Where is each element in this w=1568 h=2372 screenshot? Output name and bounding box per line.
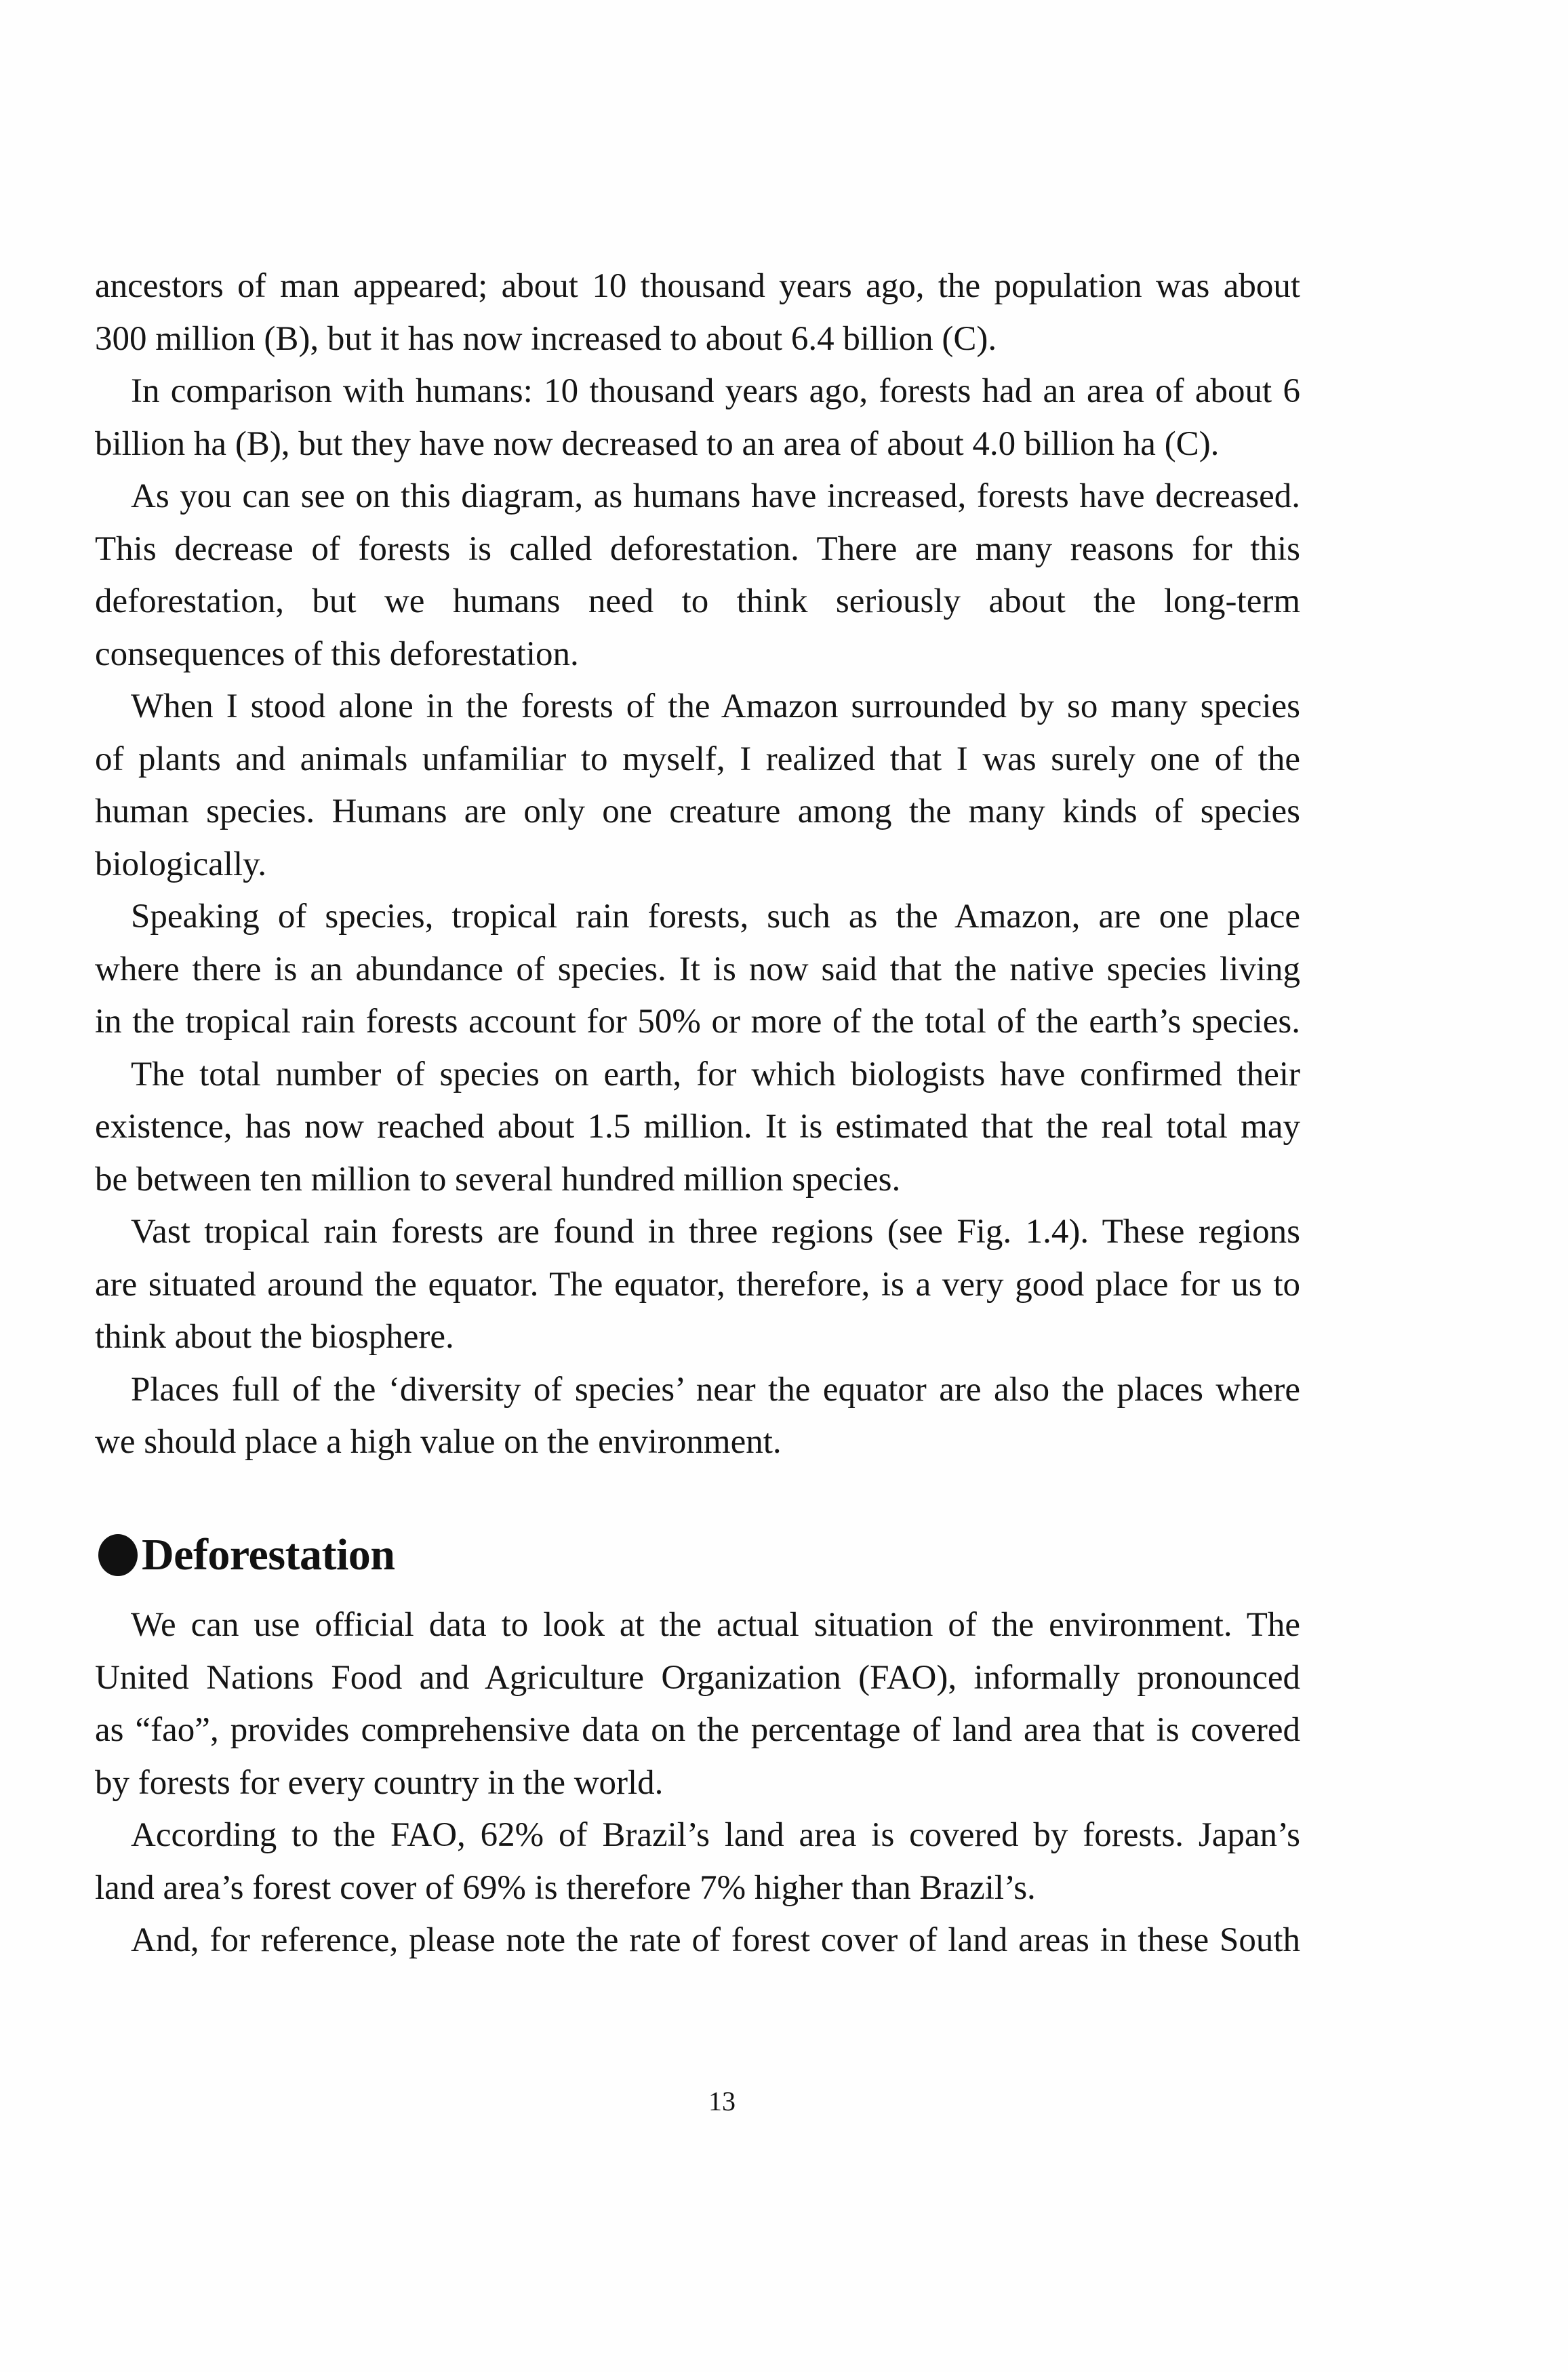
paragraph [95, 1914, 1300, 1967]
text-line: deforestation, but we humans need to think seriously about the long-term [95, 582, 1300, 620]
filled-circle-bullet-icon [98, 1534, 138, 1576]
text-line: Speaking of species, tropical rain forests, such as the Amazon, are one place [131, 898, 1300, 936]
paragraph [95, 1049, 1300, 1207]
text-line: where there is an abundance of species. It is now said that the native species living [95, 950, 1300, 988]
text-line: In comparison with humans: 10 thousand years ago, forests had an area of about 6 [131, 372, 1300, 410]
text-line: we should place a high value on the environment. [95, 1423, 782, 1461]
paragraph [95, 891, 1300, 1049]
text-line: be between ten million to several hundred million species. [95, 1160, 901, 1199]
paragraph [95, 470, 1300, 681]
text-line: biologically. [95, 845, 267, 883]
text-line: in the tropical rain forests account for 50% or more of the total of the earth’s species. [95, 1003, 1300, 1041]
body-text-deforestation [95, 1599, 1300, 1967]
text-line: billion ha (B), but they have now decreased to an area of about 4.0 billion ha (C). [95, 424, 1220, 463]
text-line: existence, has now reached about 1.5 million. It is estimated that the real total may [95, 1108, 1300, 1146]
paragraph [95, 365, 1300, 470]
text-line: When I stood alone in the forests of the Amazon surrounded by so many species [131, 687, 1300, 725]
text-line: This decrease of forests is called deforestation. There are many reasons for this [95, 529, 1300, 568]
text-line: land area’s forest cover of 69% is therefore 7% higher than Brazil’s. [95, 1868, 1036, 1907]
paragraph [95, 1809, 1300, 1914]
text-line: are situated around the equator. The equator, therefore, is a very good place for us to [95, 1265, 1300, 1304]
text-line: of plants and animals unfamiliar to myself, I realized that I was surely one of the [95, 740, 1300, 778]
text-line: The total number of species on earth, for which biologists have confirmed their [131, 1055, 1300, 1093]
paragraph [95, 260, 1300, 365]
text-line: consequences of this deforestation. [95, 635, 579, 673]
page-number: 13 [708, 2086, 736, 2116]
text-line: We can use official data to look at the actual situation of the environment. The [131, 1606, 1300, 1644]
text-line: as “fao”, provides comprehensive data on the percentage of land area that is covered [95, 1711, 1300, 1749]
text-line: human species. Humans are only one creature among the many kinds of species [95, 792, 1300, 830]
paragraph [95, 1364, 1300, 1469]
paragraph [95, 1599, 1300, 1809]
section-heading [98, 1529, 395, 1581]
text-line: 300 million (B), but it has now increased to about 6.4 billion (C). [95, 319, 997, 358]
text-line: According to the FAO, 62% of Brazil’s land area is covered by forests. Japan’s [131, 1816, 1300, 1854]
section-heading-text: Deforestation [142, 1530, 395, 1580]
text-line: As you can see on this diagram, as humans have increased, forests have decreased. [131, 477, 1300, 515]
text-line: Places full of the ‘diversity of species’ near the equator are also the places where [131, 1370, 1300, 1409]
paragraph [95, 1206, 1300, 1364]
text-line: think about the biosphere. [95, 1318, 454, 1356]
text-line: ancestors of man appeared; about 10 thousand years ago, the population was about [95, 267, 1300, 305]
text-line: United Nations Food and Agriculture Organization (FAO), informally pronounced [95, 1658, 1300, 1697]
body-text-before-heading [95, 260, 1300, 1469]
text-line: And, for reference, please note the rate of forest cover of land areas in these South [131, 1921, 1300, 1959]
text-line: Vast tropical rain forests are found in three regions (see Fig. 1.4). These regions [131, 1213, 1300, 1251]
paragraph [95, 681, 1300, 891]
text-line: by forests for every country in the world. [95, 1763, 664, 1802]
